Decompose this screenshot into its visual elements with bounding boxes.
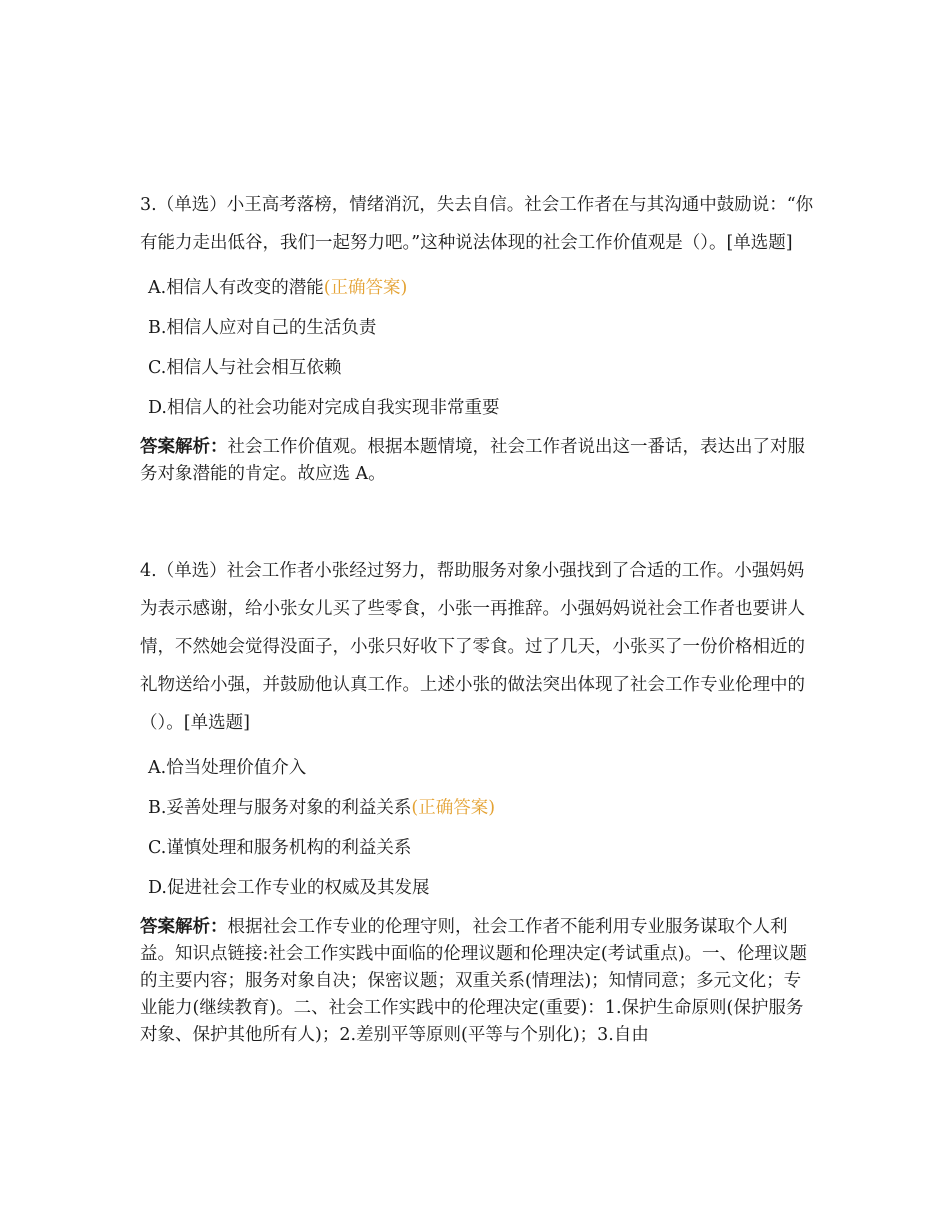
option-b [140, 788, 816, 828]
correct-answer-mark: (正确答案) [411, 798, 496, 818]
question-4 [140, 552, 816, 1049]
option-a [140, 268, 816, 308]
option-d [140, 868, 816, 908]
analysis-text: 社会工作价值观。根据本题情境，社会工作者说出这一番话，表达出了对服务对象潜能的肯定。故应选 A。 [140, 437, 805, 484]
analysis-text: 根据社会工作专业的伦理守则，社会工作者不能利用专业服务谋取个人利益。知识点链接:社会工作实践中面临的伦理议题和伦理决定(考试重点)。一、伦理议题的主要内容；服务对象自决；保密议题；双重关系(情理法)；知情同意；多元文化；专业能力(继续教育)。二、社会工作实践中的伦理决定(重要)：1.保护生命原则(保护服务对象、保护其他所有人)；2.差别平等原则(平等与个别化)；3.自由 [140, 917, 808, 1045]
option-c [140, 828, 816, 868]
option-text: D.促进社会工作专业的权威及其发展 [148, 878, 430, 898]
option-text: A.恰当处理价值介入 [148, 758, 307, 778]
option-text: B.相信人应对自己的生活负责 [148, 318, 377, 338]
option-text: A.相信人有改变的潜能 [148, 278, 324, 298]
answer-analysis [140, 434, 816, 488]
option-text: C.谨慎处理和服务机构的利益关系 [148, 838, 412, 858]
option-c [140, 348, 816, 388]
question-stem: 4.（单选）社会工作者小张经过努力，帮助服务对象小强找到了合适的工作。小强妈妈为表示感谢，给小张女儿买了些零食，小张一再推辞。小强妈妈说社会工作者也要讲人情，不然她会觉得没面子，小张只好收下了零食。过了几天，小张买了一份价格相近的礼物送给小强，并鼓励他认真工作。上述小张的做法突出体现了社会工作专业伦理中的（）。[单选题] [140, 561, 805, 733]
option-text: C.相信人与社会相互依赖 [148, 358, 342, 378]
analysis-label: 答案解析： [140, 437, 228, 457]
option-b [140, 308, 816, 348]
option-text: D.相信人的社会功能对完成自我实现非常重要 [148, 398, 500, 418]
question-3 [140, 186, 816, 488]
correct-answer-mark: (正确答案) [323, 278, 408, 298]
document-page [140, 186, 816, 1049]
option-list [140, 268, 816, 428]
option-d [140, 388, 816, 428]
question-stem: 3.（单选）小王高考落榜，情绪消沉，失去自信。社会工作者在与其沟通中鼓励说：“你有能力走出低谷，我们一起努力吧。”这种说法体现的社会工作价值观是（）。[单选题] [140, 195, 814, 253]
answer-analysis [140, 914, 816, 1049]
analysis-label: 答案解析： [140, 917, 228, 937]
option-a [140, 748, 816, 788]
option-text: B.妥善处理与服务对象的利益关系 [148, 798, 412, 818]
option-list [140, 748, 816, 908]
